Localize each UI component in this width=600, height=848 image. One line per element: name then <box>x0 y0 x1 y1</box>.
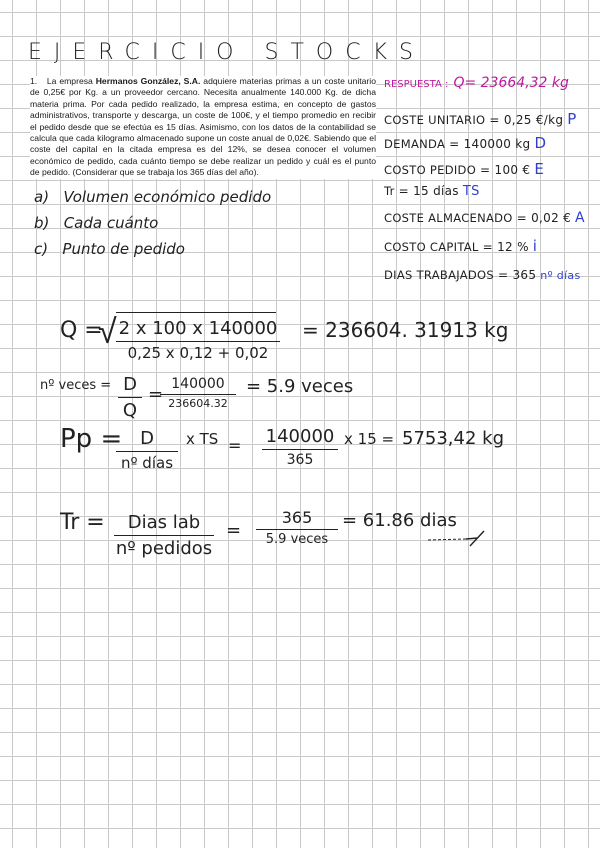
given-label: Tr <box>384 184 395 198</box>
question-text: Cada cuánto <box>63 214 159 232</box>
sqrt-overline <box>116 312 276 313</box>
problem-text: adquiere materias primas a un coste unitario de 0,25€ por Kg. a un proveedor cercano. Necesita anualmente 140.000 Kg. de dicha materia prima. Por cada pedido realizado, la empresa estima, en concepto de gastos administrativos, transporte y descarga, un coste de 100€, y el tiempo promedio en recibir el pedido desde que se efectúa es 15 días. Asimismo, con los datos de la contabilidad se calcula que cada kilogramo almacenado supone un coste anual de 0,02€. Sabiendo que el coste del capital en la citada empresa es del 12%, se desea conocer el volumen económico de pedido, cada cuánto tiempo se debe realizar un pedido y cuál es el punto de pedido. (Considerar que se trabaja los 365 días del año). <box>30 76 376 178</box>
pp-denominator-value: 365 <box>286 452 314 468</box>
n-fraction <box>118 374 142 421</box>
fraction-bar <box>118 397 142 398</box>
problem-lead: La empresa <box>46 76 93 86</box>
q-label: Q = <box>60 318 103 343</box>
tr-numerator: Dias lab <box>127 512 201 533</box>
given-symbol: i <box>532 237 538 255</box>
answer-label: RESPUESTA : <box>384 79 449 90</box>
given-label: COSTE ALMACENADO <box>384 211 513 225</box>
problem-statement <box>30 76 376 179</box>
given-row <box>384 184 480 199</box>
given-row <box>384 134 546 152</box>
given-row <box>384 210 585 226</box>
given-row <box>384 237 537 255</box>
n-denominator: Q <box>122 400 138 421</box>
question-a <box>34 188 271 206</box>
given-symbol: D <box>534 134 547 152</box>
page-title: EJERCICIO STOCKS <box>28 40 425 65</box>
answer-value: Q= 23664,32 kg <box>453 75 569 91</box>
fraction-bar <box>160 394 236 395</box>
given-label: DIAS TRABAJADOS <box>384 268 495 282</box>
n-numerator-value: 140000 <box>171 376 225 392</box>
given-row <box>384 268 581 282</box>
question-letter: a) <box>34 188 50 206</box>
given-symbol: A <box>575 210 585 226</box>
pp-numerator: D <box>140 428 154 449</box>
q-denominator: 0,25 x 0,12 + 0,02 <box>127 344 269 362</box>
answer <box>384 72 569 91</box>
pp-fraction-values <box>262 426 338 468</box>
question-letter: b) <box>34 214 50 232</box>
pp-label: Pp = <box>60 424 123 454</box>
pp-fraction <box>116 428 178 472</box>
question-text: Punto de pedido <box>62 240 185 258</box>
end-mark-icon <box>426 528 490 550</box>
given-symbol: E <box>534 160 545 178</box>
fraction-bar <box>256 529 338 530</box>
given-symbol: P <box>567 110 577 128</box>
fraction-bar <box>116 341 280 342</box>
given-symbol: nº días <box>540 269 581 282</box>
n-result: = 5.9 veces <box>246 376 354 397</box>
given-label: DEMANDA <box>384 137 446 151</box>
tr-fraction <box>114 512 214 559</box>
q-fraction <box>116 318 280 362</box>
tr-denominator-value: 5.9 veces <box>265 532 329 547</box>
tr-equals: = <box>226 520 242 541</box>
given-label: COSTO PEDIDO <box>384 163 477 177</box>
given-label: COSTO CAPITAL <box>384 240 479 254</box>
pp-numerator-value: 140000 <box>265 426 335 447</box>
given-value: = 0,02 € <box>516 211 572 225</box>
n-fraction-values <box>160 376 236 410</box>
pp-multiplier: x TS <box>186 430 219 448</box>
given-value: = 0,25 €/kg <box>489 113 564 127</box>
problem-number: 1. <box>30 76 38 86</box>
tr-fraction-values <box>256 508 338 547</box>
sqrt-icon: √ <box>98 312 117 352</box>
tr-denominator: nº pedidos <box>115 538 213 559</box>
given-label: COSTE UNITARIO <box>384 113 486 127</box>
given-value: = 365 <box>497 268 537 282</box>
n-denominator-value: 236604.32 <box>168 397 228 410</box>
given-row <box>384 160 544 178</box>
tr-numerator-value: 365 <box>281 508 313 527</box>
company-name: Hermanos González, S.A. <box>95 76 201 86</box>
pp-denominator: nº días <box>120 454 174 472</box>
given-row <box>384 110 577 128</box>
given-value: = 12 % <box>482 240 529 254</box>
fraction-bar <box>262 449 338 450</box>
n-numerator: D <box>123 374 137 395</box>
q-numerator: 2 x 100 x 140000 <box>118 318 278 339</box>
tr-label: Tr = <box>60 510 105 535</box>
given-value: = 15 días <box>398 184 459 198</box>
pp-equals: = <box>228 436 242 455</box>
question-text: Volumen económico pedido <box>63 188 272 206</box>
given-symbol: TS <box>462 184 480 199</box>
question-letter: c) <box>34 240 49 258</box>
question-b <box>34 214 158 232</box>
question-c <box>34 240 185 258</box>
fraction-bar <box>114 535 214 536</box>
n-label: nº veces = <box>40 378 112 393</box>
given-value: = 100 € <box>480 163 531 177</box>
tr-result: = 61.86 dias <box>342 510 457 531</box>
q-result: = 236604. 31913 kg <box>302 318 509 342</box>
n-equals: = <box>148 384 164 405</box>
fraction-bar <box>116 451 178 452</box>
pp-multiplier-value: x 15 = <box>344 430 395 448</box>
given-value: = 140000 kg <box>449 137 531 151</box>
pp-result: 5753,42 kg <box>402 428 505 449</box>
